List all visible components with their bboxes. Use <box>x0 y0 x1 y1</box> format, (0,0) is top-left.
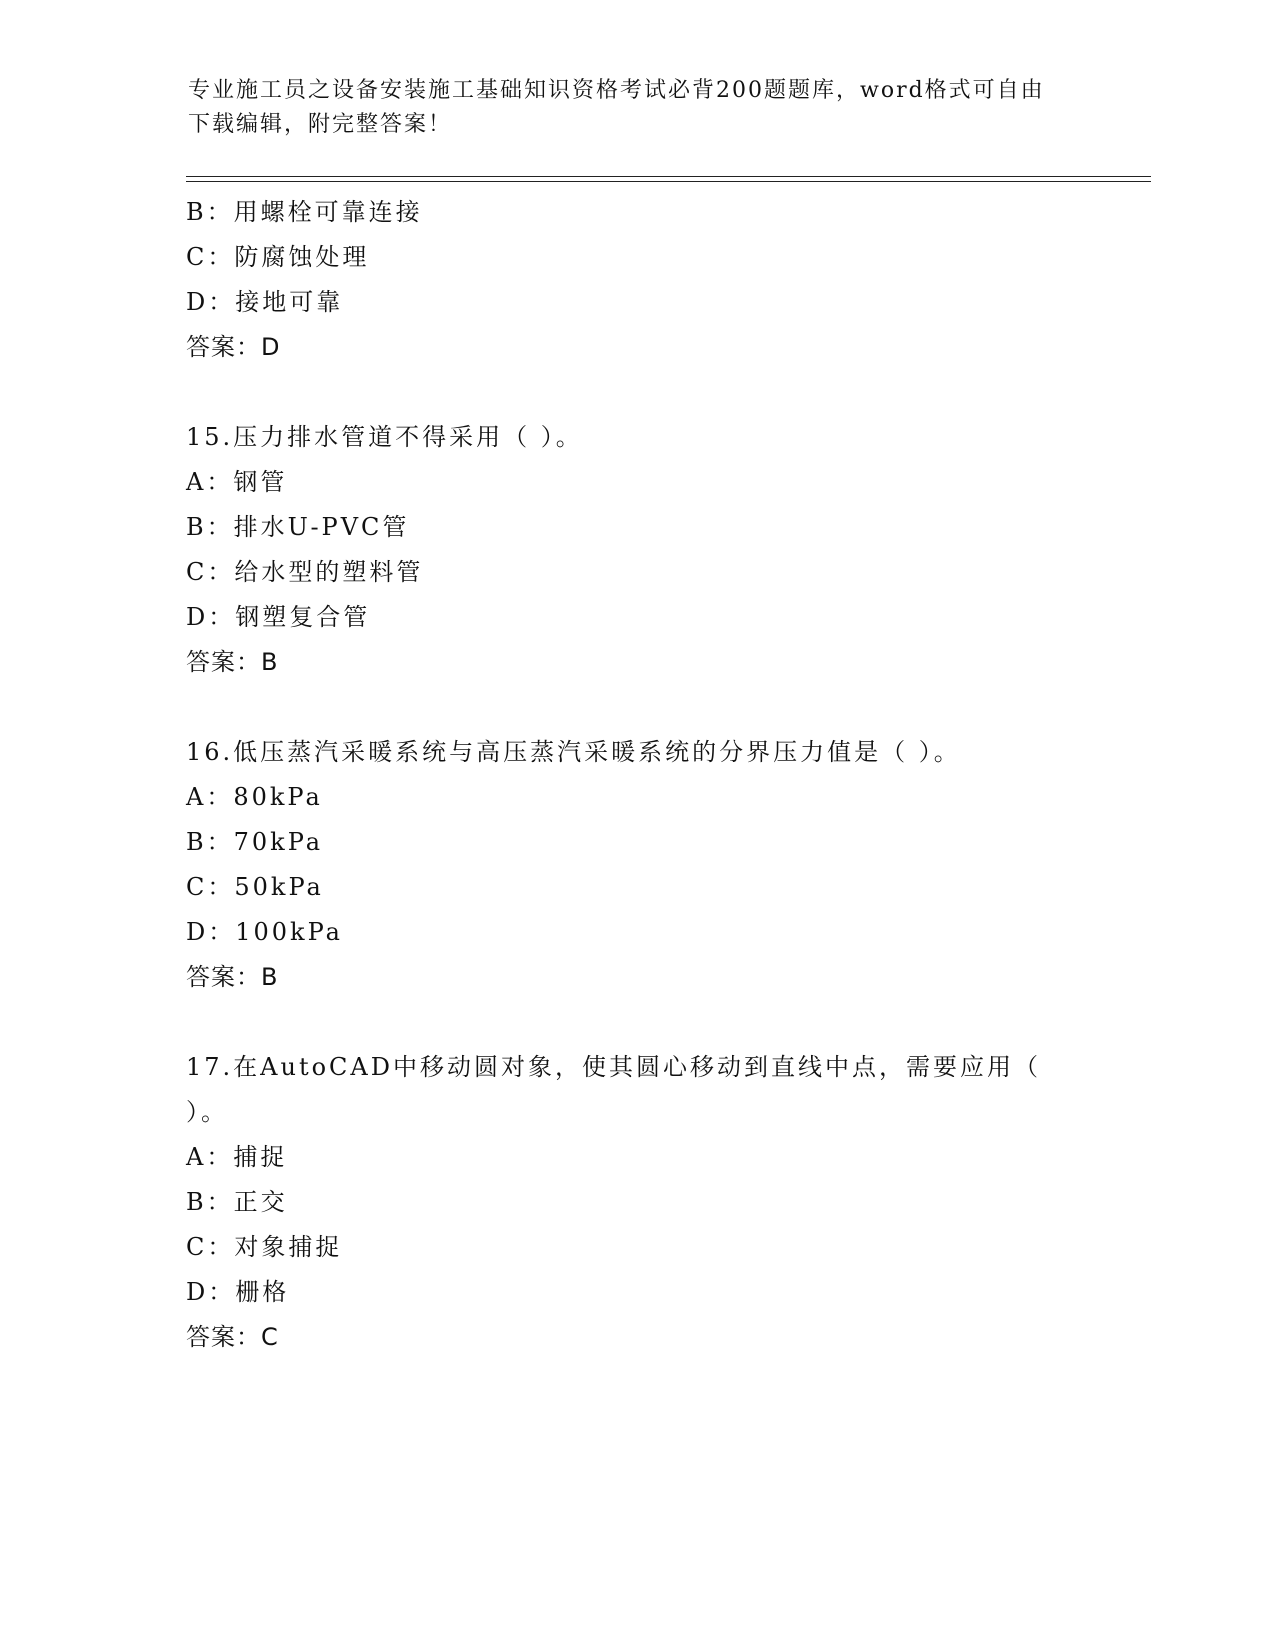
spacer <box>186 1000 1086 1045</box>
document-header <box>188 74 1088 142</box>
option-c: C：防腐蚀处理 <box>186 243 370 271</box>
question-stem-continued: ）。 <box>186 1098 228 1126</box>
question-17 <box>186 1045 1086 1360</box>
spacer <box>186 685 1086 730</box>
option-b: B：排水U-PVC管 <box>186 513 410 541</box>
option-d: D：接地可靠 <box>186 288 344 316</box>
answer-line: 答案：C <box>186 1323 279 1351</box>
option-a: A：80kPa <box>186 783 323 811</box>
option-c: C：对象捕捉 <box>186 1233 343 1261</box>
option-c: C：给水型的塑料管 <box>186 558 424 586</box>
answer-line: 答案：D <box>186 333 281 361</box>
question-stem: 15.压力排水管道不得采用（ ）。 <box>186 423 583 451</box>
option-b: B：70kPa <box>186 828 324 856</box>
option-b: B：正交 <box>186 1188 288 1216</box>
question-stem: 16.低压蒸汽采暖系统与高压蒸汽采暖系统的分界压力值是（ ）。 <box>186 738 961 766</box>
option-c: C：50kPa <box>186 873 324 901</box>
header-line-2: 下载编辑，附完整答案！ <box>188 112 453 137</box>
spacer <box>186 370 1086 415</box>
option-a: A：钢管 <box>186 468 288 496</box>
option-a: A：捕捉 <box>186 1143 288 1171</box>
question-list <box>186 190 1086 1360</box>
answer-line: 答案：B <box>186 648 279 676</box>
answer-line: 答案：B <box>186 963 279 991</box>
header-divider-top <box>186 176 1151 177</box>
question-15 <box>186 415 1086 685</box>
question-stem: 17.在AutoCAD中移动圆对象，使其圆心移动到直线中点，需要应用（ <box>186 1053 1041 1081</box>
option-d: D：钢塑复合管 <box>186 603 371 631</box>
option-d: D：100kPa <box>186 918 343 946</box>
question-14-tail <box>186 190 1086 370</box>
question-16 <box>186 730 1086 1000</box>
option-b: B：用螺栓可靠连接 <box>186 198 423 226</box>
header-divider-bottom <box>186 181 1151 182</box>
header-line-1: 专业施工员之设备安装施工基础知识资格考试必背200题题库，word格式可自由 <box>188 78 1045 103</box>
option-d: D：栅格 <box>186 1278 290 1306</box>
